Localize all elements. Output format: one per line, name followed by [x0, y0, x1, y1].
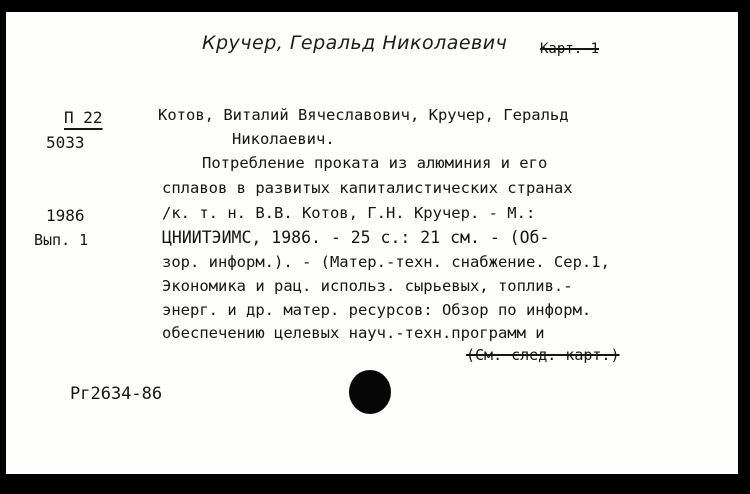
entry-line-4: сплавов в развитых капиталистических странах — [162, 179, 573, 197]
entry-line-2: Николаевич. — [232, 130, 335, 148]
entry-line-3: Потребление проката из алюминия и его — [202, 154, 548, 172]
call-number-bottom: 5033 — [46, 133, 85, 152]
entry-line-6: ЦНИИТЭИМС, 1986. - 25 с.: 21 см. - (Об- — [162, 228, 550, 247]
entry-line-1: Котов, Виталий Вячеславович, Кручер, Геральд — [158, 106, 569, 124]
see-next-card: (См. след. карт.) — [466, 346, 620, 364]
entry-line-10: обеспечению целевых науч.-техн.программ и — [162, 324, 545, 342]
punch-hole — [349, 370, 391, 414]
inventory-number: Рг2634-86 — [70, 384, 163, 404]
call-number-top: П 22 — [64, 108, 103, 127]
entry-line-9: энерг. и др. матер. ресурсов: Обзор по информ. — [162, 301, 592, 319]
entry-line-8: Экономика и рац. использ. сырьевых, топлив.- — [162, 277, 573, 295]
card-number: Карт. 1 — [540, 41, 600, 57]
year: 1986 — [46, 206, 85, 225]
handwritten-heading: Кручер, Геральд Николаевич — [202, 32, 508, 54]
catalog-card — [6, 12, 738, 474]
entry-line-7: зор. информ.). - (Матер.-техн. снабжение. Сер.1, — [162, 253, 610, 271]
issue-number: Вып. 1 — [34, 231, 89, 249]
entry-line-5: /к. т. н. В.В. Котов, Г.Н. Кручер. - М.: — [162, 204, 536, 222]
